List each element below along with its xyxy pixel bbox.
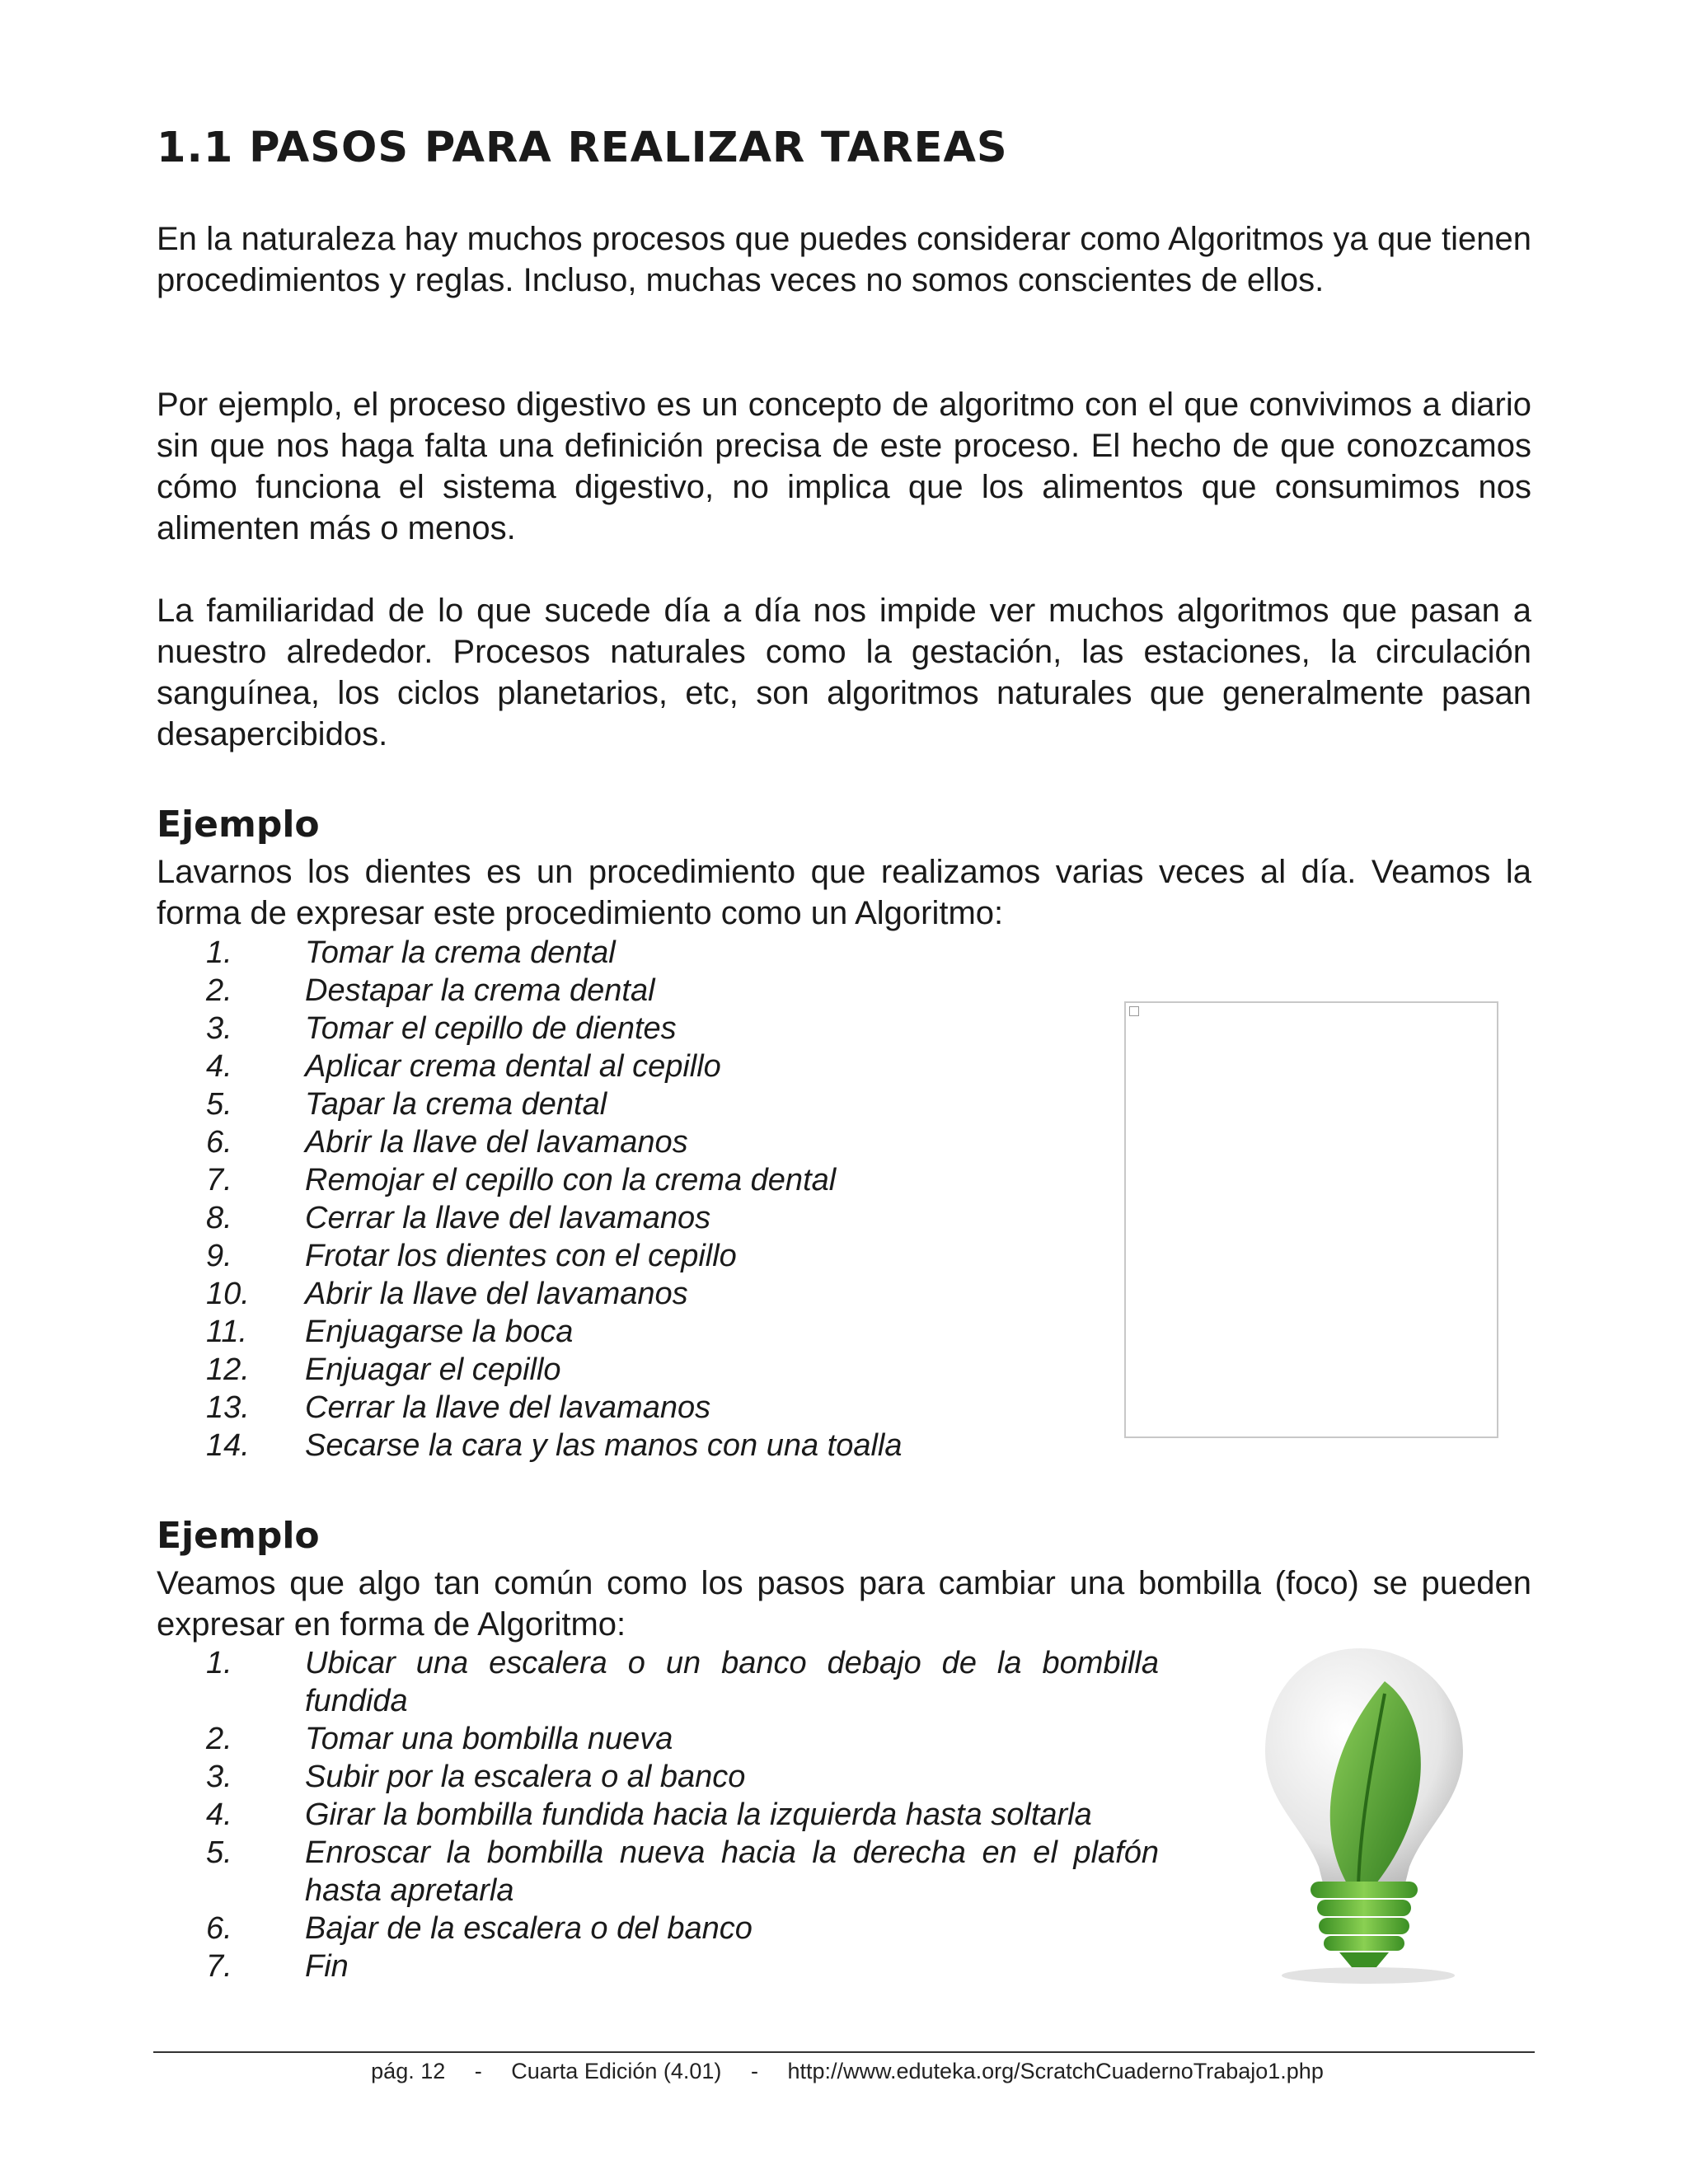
- step-number: 5.: [206, 1835, 232, 1870]
- step-text: Tapar la crema dental: [305, 1087, 607, 1122]
- paragraph-intro: En la naturaleza hay muchos procesos que puedes considerar como Algoritmos ya que tienen procedimientos y reglas. Incluso, muchas veces no somos conscientes de ellos.: [157, 221, 1531, 298]
- step-number: 3.: [206, 1760, 232, 1794]
- step-text: Enjuagar el cepillo: [305, 1352, 561, 1387]
- list-item: [206, 1758, 1159, 1796]
- list-item: [206, 1313, 1071, 1351]
- broken-image-icon: [1129, 1006, 1139, 1016]
- step-text: Tomar el cepillo de dientes: [305, 1011, 677, 1046]
- page-title: 1.1 PASOS PARA REALIZAR TAREAS: [157, 124, 1008, 172]
- list-item: [206, 1123, 1071, 1161]
- step-number: 7.: [206, 1949, 232, 1984]
- step-text: Cerrar la llave del lavamanos: [305, 1390, 711, 1425]
- list-item: [206, 1085, 1071, 1123]
- step-number: 11.: [206, 1315, 248, 1349]
- list-item: [206, 1910, 1159, 1947]
- step-text: Abrir la llave del lavamanos: [305, 1277, 688, 1311]
- list-item: [206, 1720, 1159, 1758]
- step-number: 13.: [206, 1390, 250, 1425]
- list-item: [206, 1644, 1159, 1720]
- step-number: 6.: [206, 1125, 232, 1160]
- list-item: [206, 1796, 1159, 1834]
- step-number: 3.: [206, 1011, 232, 1046]
- list-item: [206, 1010, 1071, 1047]
- step-number: 8.: [206, 1201, 232, 1235]
- step-number: 5.: [206, 1087, 232, 1122]
- list-item: [206, 1275, 1071, 1313]
- footer-separator: -: [750, 2059, 758, 2083]
- step-text: Frotar los dientes con el cepillo: [305, 1239, 737, 1273]
- edition-label: Cuarta Edición (4.01): [511, 2059, 722, 2083]
- step-number: 9.: [206, 1239, 232, 1273]
- step-number: 2.: [206, 973, 232, 1008]
- step-number: 6.: [206, 1911, 232, 1946]
- step-number: 12.: [206, 1352, 250, 1387]
- step-text: Destapar la crema dental: [305, 973, 655, 1008]
- step-number: 14.: [206, 1428, 250, 1463]
- step-number: 10.: [206, 1277, 250, 1311]
- step-text: Abrir la llave del lavamanos: [305, 1125, 688, 1160]
- example1-intro: Lavarnos los dientes es un procedimiento que realizamos varias veces al día. Veamos la forma de expresar este procedimiento como un Algoritmo:: [157, 854, 1531, 931]
- step-text: Ubicar una escalera o un banco debajo de la bombilla fundida: [305, 1646, 1159, 1718]
- step-text: Enjuagarse la boca: [305, 1315, 574, 1349]
- image-placeholder: [1124, 1001, 1498, 1438]
- step-text: Girar la bombilla fundida hacia la izquierda hasta soltarla: [305, 1797, 1092, 1832]
- step-text: Secarse la cara y las manos con una toalla: [305, 1428, 903, 1463]
- list-item: [206, 1834, 1159, 1910]
- list-item: [206, 1351, 1071, 1389]
- step-number: 4.: [206, 1049, 232, 1084]
- paragraph-digestive: Por ejemplo, el proceso digestivo es un concepto de algoritmo con el que convivimos a diario sin que nos haga falta una definición precisa de este proceso. El hecho de que conozcamos cómo funciona el sistema digestivo, no implica que los alimentos que consumimos nos alimenten más o menos.: [157, 387, 1531, 546]
- step-text: Enroscar la bombilla nueva hacia la derecha en el plafón hasta apretarla: [305, 1835, 1159, 1908]
- list-item: [206, 972, 1071, 1010]
- page-number: pág. 12: [371, 2059, 446, 2083]
- step-number: 7.: [206, 1163, 232, 1197]
- list-item: [206, 1427, 1071, 1465]
- footer-divider: [153, 2051, 1535, 2053]
- step-number: 1.: [206, 935, 232, 970]
- step-text: Remojar el cepillo con la crema dental: [305, 1163, 837, 1197]
- example2-heading: Ejemplo: [157, 1515, 320, 1557]
- example2-intro: Veamos que algo tan común como los pasos para cambiar una bombilla (foco) se pueden expresar en forma de Algoritmo:: [157, 1565, 1531, 1643]
- step-number: 2.: [206, 1722, 232, 1756]
- footer-url[interactable]: http://www.eduteka.org/ScratchCuadernoTrabajo1.php: [787, 2059, 1324, 2083]
- list-item: [206, 1389, 1071, 1427]
- list-item: [206, 1047, 1071, 1085]
- list-item: [206, 1947, 1159, 1985]
- step-text: Cerrar la llave del lavamanos: [305, 1201, 711, 1235]
- step-text: Bajar de la escalera o del banco: [305, 1911, 753, 1946]
- step-text: Tomar una bombilla nueva: [305, 1722, 673, 1756]
- step-number: 1.: [206, 1646, 232, 1680]
- step-text: Fin: [305, 1949, 349, 1984]
- bulb-steps-list: [206, 1644, 1159, 1985]
- list-item: [206, 934, 1071, 972]
- page-footer: [157, 2059, 1538, 2084]
- step-text: Aplicar crema dental al cepillo: [305, 1049, 721, 1084]
- paragraph-familiarity: La familiaridad de lo que sucede día a día nos impide ver muchos algoritmos que pasan a nuestro alrededor. Procesos naturales como la gestación, las estaciones, la circulación sanguínea, los ciclos planetarios, etc, son algoritmos naturales que generalmente pasan desapercibidos.: [157, 593, 1531, 752]
- step-text: Subir por la escalera o al banco: [305, 1760, 746, 1794]
- list-item: [206, 1161, 1071, 1199]
- list-item: [206, 1237, 1071, 1275]
- step-text: Tomar la crema dental: [305, 935, 616, 970]
- list-item: [206, 1199, 1071, 1237]
- footer-separator: -: [474, 2059, 482, 2083]
- step-number: 4.: [206, 1797, 232, 1832]
- example1-heading: Ejemplo: [157, 804, 320, 846]
- toothbrush-steps-list: [206, 934, 1071, 1465]
- leaf-lightbulb-icon: [1253, 1636, 1467, 1990]
